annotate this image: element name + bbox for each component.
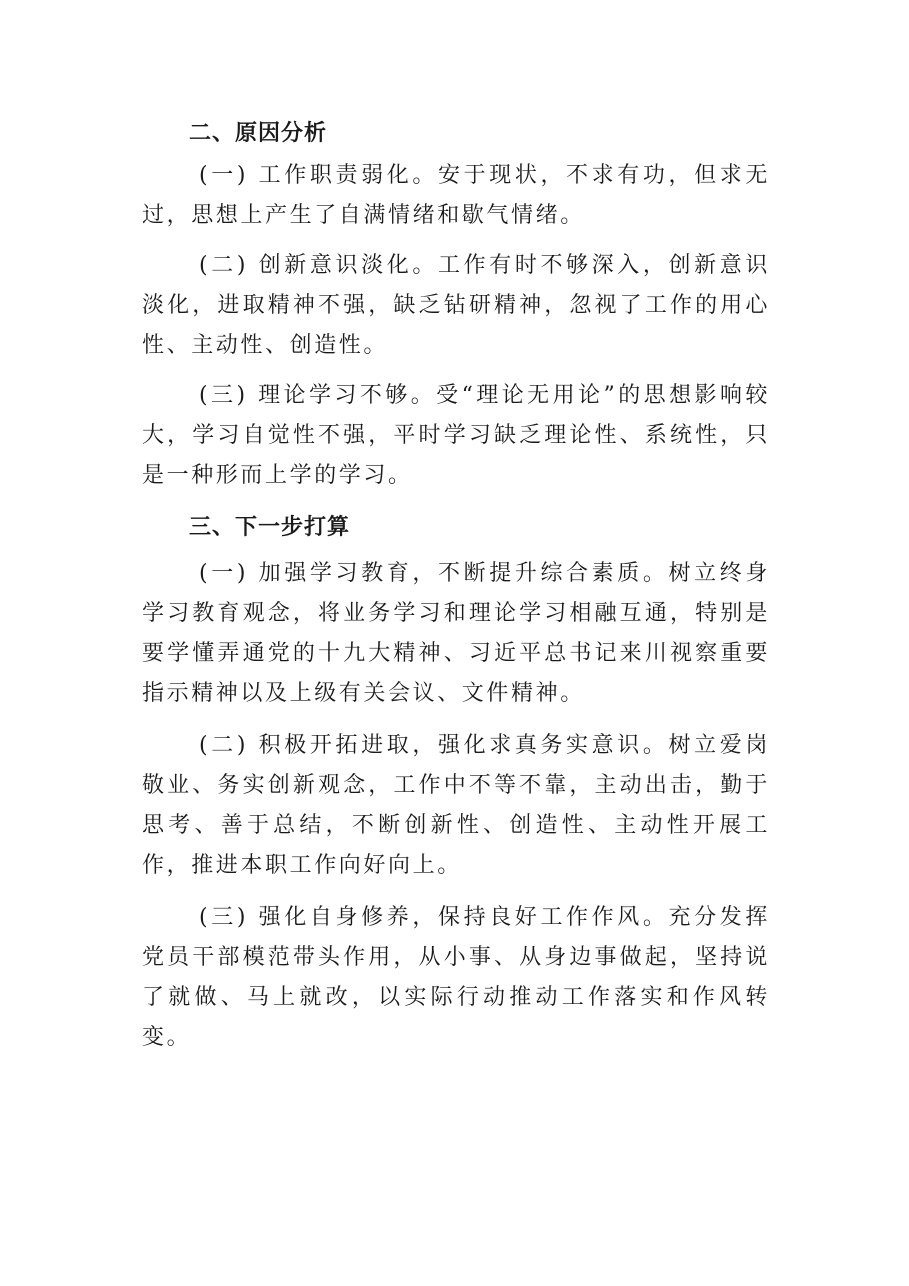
paragraph-plan-1: (一) 加强学习教育，不断提升综合素质。树立终身学习教育观念，将业务学习和理论学习相融互通，特别是要学懂弄通党的十九大精神、习近平总书记来川视察重要指示精神以及上级有关会议、文件精神。	[142, 561, 770, 706]
paragraph-cause-2: (二) 创新意识淡化。工作有时不够深入，创新意识淡化，进取精神不强，缺乏钻研精神，忽视了工作的用心性、主动性、创造性。	[142, 253, 770, 358]
paragraph-plan-3: (三) 强化自身修养，保持良好工作作风。充分发挥党员干部模范带头作用，从小事、从身边事做起，坚持说了就做、马上就改，以实际行动推动工作落实和作风转变。	[142, 905, 770, 1050]
paragraph-plan-2: (二) 积极开拓进取，强化求真务实意识。树立爱岗敬业、务实创新观念，工作中不等不靠，主动出击，勤于思考、善于总结，不断创新性、创造性、主动性开展工作，推进本职工作向好向上。	[142, 733, 770, 878]
paragraph-cause-3: (三) 理论学习不够。受“理论无用论”的思想影响较大，学习自觉性不强，平时学习缺乏理论性、系统性，只是一种形而上学的学习。	[142, 383, 770, 488]
document-body	[142, 114, 770, 1058]
section-heading-next-steps: 三、下一步打算	[189, 515, 351, 540]
section-heading-cause-analysis: 二、原因分析	[189, 121, 328, 146]
paragraph-cause-1: (一) 工作职责弱化。安于现状，不求有功，但求无过，思想上产生了自满情绪和歇气情绪。	[142, 163, 770, 228]
